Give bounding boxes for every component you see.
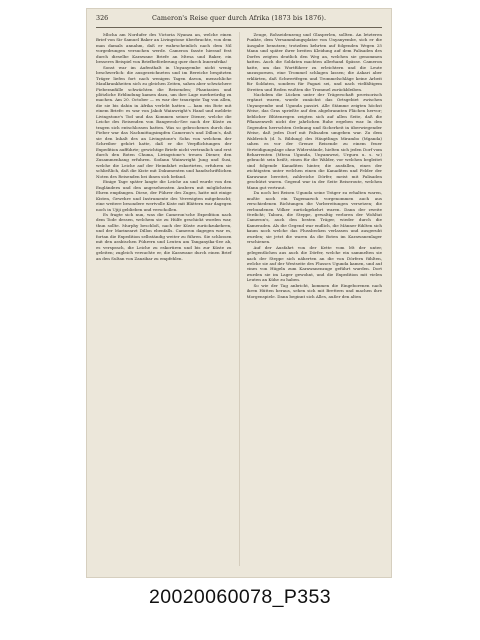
book-page xyxy=(86,8,392,578)
page-number: 326 xyxy=(96,14,109,22)
page-header xyxy=(96,14,382,26)
left-column xyxy=(96,32,232,566)
text-columns xyxy=(96,32,382,566)
paragraph: Es fragte sich nun, was die Cameron'sche Expedition nach dem Tode dessen, welchem sie zu Hülfe geschickt worden war, thun sollte. Murphy beschloß, nach der Küste zurückzukehren, und der Marinearzt Dillon ebenfalls. Cameron dagegen war es, fortan die Expedition selbständig weiter zu führen. Sie schlossen mit den arabischen Führern und Leuten am Tanganyika-See ab, es versprach, die Leiche zu eskortiren und bis zur Küste zu geleiten; zugleich versuchte er, die Karawane durch einen Brief an den Sultan von Zanzibar zu empfehlen. xyxy=(96,211,232,261)
paragraph: Nachdem die Lücken unter der Trägerschaft provisorisch ergänzt waren, wurde zunächst das Ortsgebiet zwischen Unyanyembe und Ugunda passirt. Alle Stämme zeigten höchst Weise, das Gras sprießte auf den abgebrannten Flächen hervor; lieblicher Blütenregen zeigten sich auf allen Seite, daß die Pflanzenwelt nicht der jahrlichen Ruhe ergeben war. In den Gegenden herrschten Ordnung und Sicherheit in überwiegender Weise, daß jedes Dorf mit Palisaden umgeben war. Zu dem Waldreich (d. h. Bildung) des Häuptlings Mirambo (Mganda) sahen es vor der Grenze Reisende zu einem feuer Verteidigungslage ohne Widerstände, hielten sich jeden Dorf vom Beharrenten (Mtesa Ugunda, Unyamwezi, Urguru u. s. w.) gebracht sein heißt, einen für die Wälder, vor welchen begleitet sind folgende Kanaditen hinter, die ausfallen, eines der wichtigsten unter welchen einen die Kanaditen und Felder der Karawane bereitet, zahlreiche Dörfer, meist mit Palisaden geschützt waren. Gegend war in der Seite Reiseroute, welchen Mann gut vertraut. xyxy=(246,91,382,190)
paragraph: Zeuge, Rohseidenzeug und Glasperlen, sollten. An letzteren Punkte, dem Versammlungsplatze von Unyanyembe, sich er die Ausgabe benutzen; trotzdem kehrten auf folgenden Wegen 25 Mann und später ihrer breiten Kleidung auf dem Palisaden des Dorfes zeigten deutlich den Weg an, welchen sie genommen hatten. Auch die Soldaten machten allerhand Spässe. Cameron hatte, um das Wortführer zu erleichtern und die Leute anzuspornen, eine Trommel schlagen lassen; die Askari aber erklärten, daß Schwertfegen und Trommelschläge keine Arbeit für Soldaten, sondern für Pagazi sei, und nach vielfältigem Streiten und Reden wußten die Trommel zurückbleiben. xyxy=(246,32,382,92)
running-title: Cameron's Reise quer durch Afrika (1873 bis 1876). xyxy=(152,14,327,22)
paragraph: Mbcha am Nordufer des Victoria Nyanza an, welche einen Brief von Sir Samuel Baker an Livingstone überbrachte, von dem man damals annahm, daß er wahrscheinlich nach dem Nil vorgedrungen versuchen werde. Cameron fasste hierauf fest durch dieselbe Karawane Briefe an Mtesa und Baker, ein besseres Beispiel von Briefbeförderung quer durch Innerafrika! xyxy=(96,32,232,65)
right-column xyxy=(247,32,383,566)
column-divider xyxy=(239,32,240,566)
header-rule xyxy=(96,27,382,28)
scan-id-caption: 20020060078_P353 xyxy=(148,586,332,608)
paragraph: Einige Tage später langte die Leiche an und wurde von den Engländern und den angesehensten Arabern mit möglichsten Ehren empfangen. Diese, der Führer des Zuges, hatte mit einige Kisten, Gewehre und Instrumente des Verewigten mitgebracht; eine weitere besondere wertvolle Kiste mit Blättern war dagegen noch in Ujiji geblieben und verschollen. xyxy=(96,179,232,212)
paragraph: Auf der Ausfahrt von der Kette vom Mt der unter, gelegentlichen aus auch die Dörfer, welche ein sammelten sie nach der Steppe sich näherten an die von Dörfern fühlten, welche sie auf der Westseite des Flusses Ugunda kamen, und auf eines von Hügeln zum Karawanenzuge geführt wurden. Dort wurden sie im Lager gewohnt, und die Expedition mit vielen Leuten an Kühe zu haben. xyxy=(246,244,382,283)
paragraph: Sonst war im Aufenthalt in Unyanyembe nicht wenig beschwerlich: die ausgezeichneten und im Bereiche bespitzten Träger liefen fort nach wenigen Tagen davon, menschliche Maulkrankheiten sich zu gleichen Zeiten, sahen aber schwächere Fieberanfälle schwächten die Reisenden; Phantasien und plötzliche Erblindung kamen dazu, um ihre Lage merkwürdig zu machen. Am 20. October — es war der traurigste Tag von allen, die sie bis dahin in Afrika verlebt hatten — kam ein Bote mit einem Briefe: es war von Jakob Wainwright's Hand und meldete Livingstone's Tod und das Kommen seiner Diener, welche die Leiche des Reisenden von Bangweolo-See nach der Küste zu tragen sich entschlossen hatten. Was so gebrochenes durch das Fieber war das Nachmittagsimpfen Cameron's und Dillon's, daß sie den Inhalt des an Livingstone's Sohn von welchem der Schreiber gehört hatte, daß er die Verpflichtungen der Expedition aufführte; gewichtige Briefe nicht vertraulich und erst durch den Boten Chuma, Livingstone's treuen Diener, den Zusammenhang erfuhren. Sodann Wainwright Jung und Susi, welche die Leiche auf der Heimfahrt eskortirten, erfuhren sie schließlich, daß die Kiste mit Dokumenten und handschriftlichen Noten des Reisenden bei ihnen sich befand. xyxy=(96,64,232,179)
paragraph: Da noch bei Reisen Ugunda seine Träger zu erhalten waren, mußte noch ein Tagemarsch vorgenommen auch aus verschiedenen Richtungen die Vorbereitungen versetzen; die verbundenen Völker zurückgekehrt waren. Dann der zweite Verdicht; Tabora, die Steppe, gewaltig verloren der Wohltat Cameron's, auch den besten Träger, wieder durch die Kameraden. Als die Gegend war endlich, die Männer fühlten sich kaum noch welche das Flussbecken verlassen und ausgeruht wurden; sie jetzt die waren da die Boten im Karawanenlager erschienen. xyxy=(246,190,382,245)
paragraph: So wie der Tag anbricht, kommen die Eingeborenen nach ihren Hütten heraus, sehen sich mit Brettern und machen ihre Morgenspiele. Dann beginnt sich Alles, außer den alten xyxy=(246,282,382,299)
